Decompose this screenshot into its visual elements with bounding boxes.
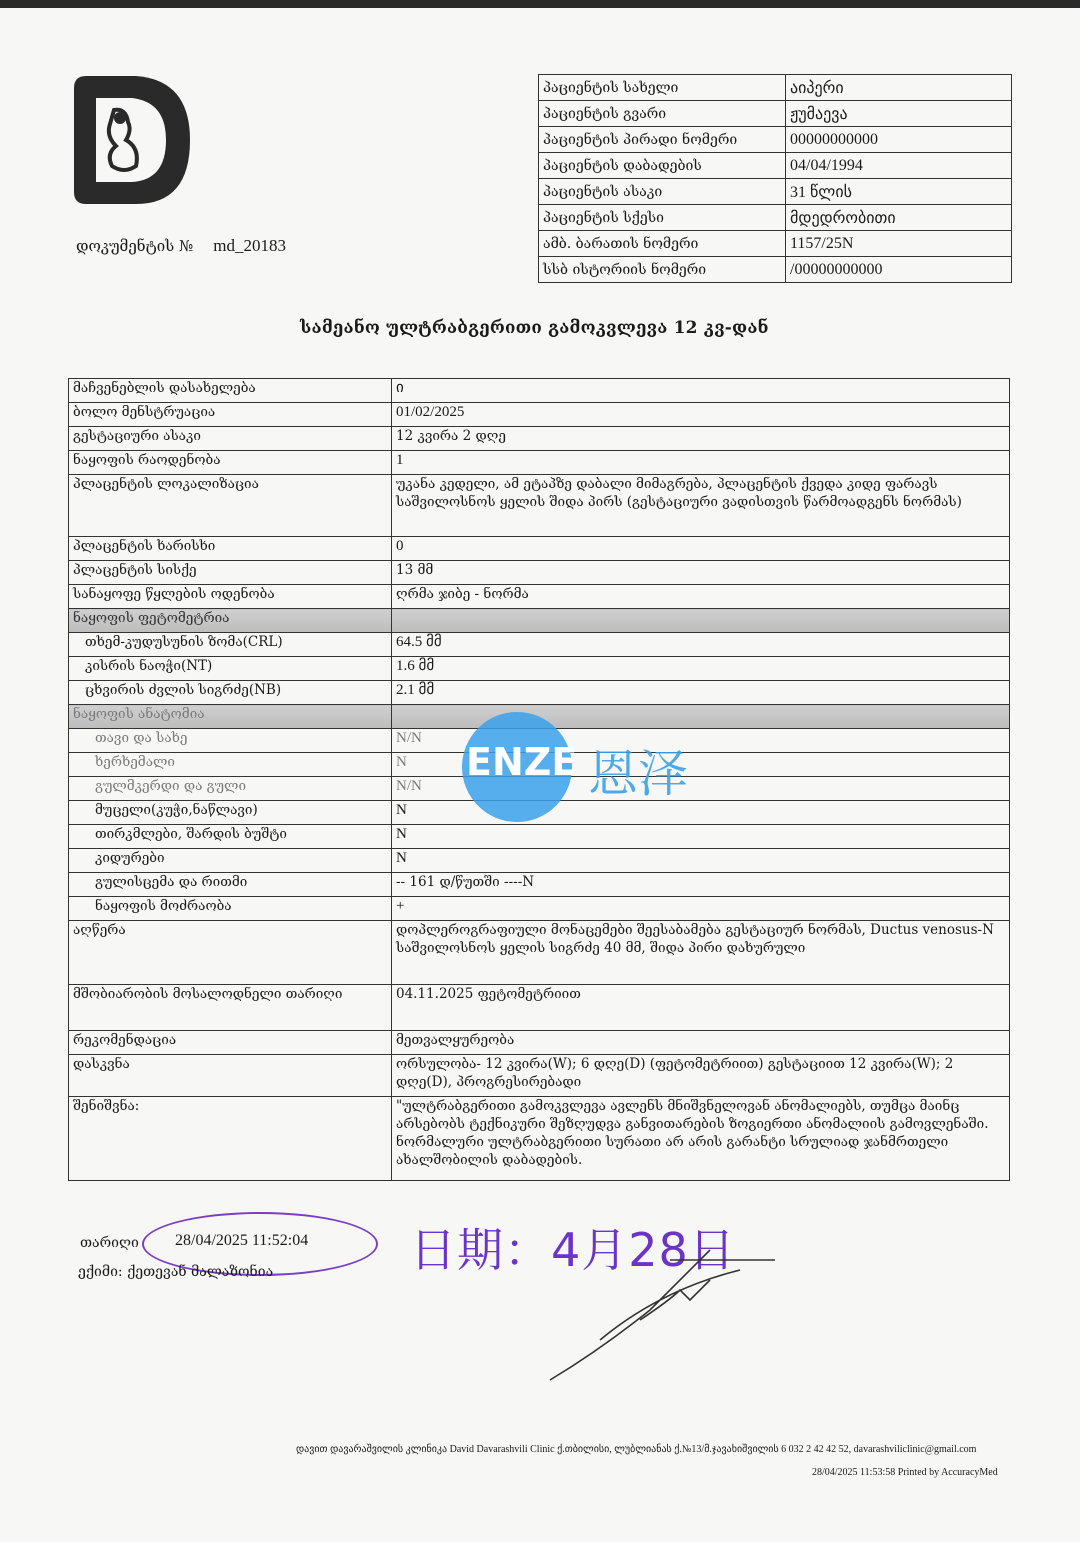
row-value: 0 (392, 537, 1010, 561)
row-label: მშობიარობის მოსალოდნელი თარიღი (69, 985, 392, 1031)
patient-field-label: ამბ. ბარათის ნომერი (539, 231, 786, 257)
row-value: "ულტრაბგერითი გამოკვლევა ავლენს მნიშვნელოვან ანომალიებს, თუმცა მაინც არსებობს ტექნიკური შეზღუდვა განვითარების ზოგიერთი ანომალიის გამოვლენაში. ნორმალური ულტრაბგერითი სურათი არ არის გარანტი სრულიად ჯანმრთელი ახალშობილის დაბადების. (392, 1097, 1010, 1181)
description-line: დოპლეროგრაფიული მონაცემები შეესაბამება გესტაციურ ნორმას, Ductus venosus-N (396, 922, 994, 938)
row-value: 04.11.2025 ფეტომეტრიით (392, 985, 1010, 1031)
table-row (69, 849, 1010, 873)
patient-field-label: პაციენტის ასაკი (539, 179, 786, 205)
table-row (69, 633, 1010, 657)
row-value: + (392, 897, 1010, 921)
row-label: შენიშვნა: (69, 1097, 392, 1181)
row-value: N (392, 801, 1010, 825)
document-number: დოკუმენტის № md_20183 (76, 236, 286, 255)
patient-field-value: 1157/25N (786, 231, 1012, 257)
row-value: N (392, 849, 1010, 873)
patient-row (539, 205, 1012, 231)
patient-row (539, 257, 1012, 283)
row-label: პლაცენტის ხარისხი (69, 537, 392, 561)
patient-field-value: 00000000000 (786, 127, 1012, 153)
patient-field-label: პაციენტის სქესი (539, 205, 786, 231)
row-label: კისრის ნაოჭი(NT) (69, 657, 392, 681)
table-row (69, 537, 1010, 561)
row-value: N/N (392, 777, 1010, 801)
top-edge (0, 0, 1080, 8)
patient-field-value: ჟუმაევა (786, 101, 1012, 127)
row-label: პლაცენტის სისქე (69, 561, 392, 585)
row-value: ი (392, 379, 1010, 403)
row-label: გულისცემა და რითმი (69, 873, 392, 897)
table-row (69, 561, 1010, 585)
patient-row (539, 127, 1012, 153)
row-label: თავი და სახე (69, 729, 392, 753)
page-title: სამეანო ულტრაბგერითი გამოკვლევა 12 კვ-დან (300, 318, 769, 338)
row-value: 1.6 მმ (392, 657, 1010, 681)
row-label: კიდურები (69, 849, 392, 873)
section-label: ნაყოფის ანატომია (69, 705, 392, 729)
description-line: საშვილოსნოს ყელის სიგრძე 40 მმ, შიდა პირი დახურული (396, 940, 806, 956)
patient-row (539, 101, 1012, 127)
patient-field-value: 31 წლის (786, 179, 1012, 205)
table-row (69, 897, 1010, 921)
patient-row (539, 153, 1012, 179)
row-label: ნაყოფის რაოდენობა (69, 451, 392, 475)
date-value: 28/04/2025 11:52:04 (175, 1232, 309, 1249)
row-label: ცხვირის ძვლის სიგრძე(NB) (69, 681, 392, 705)
table-row (69, 1031, 1010, 1055)
section-label: ნაყოფის ფეტომეტრია (69, 609, 392, 633)
patient-field-value: 04/04/1994 (786, 153, 1012, 179)
row-value: 64.5 მმ (392, 633, 1010, 657)
table-row (69, 825, 1010, 849)
row-value: N (392, 753, 1010, 777)
row-label: მაჩვენებლის დასახელება (69, 379, 392, 403)
table-row (69, 585, 1010, 609)
row-label: გულმკერდი და გული (69, 777, 392, 801)
row-label: თხემ-კუდუსუნის ზომა(CRL) (69, 633, 392, 657)
table-row (69, 921, 1010, 985)
row-value: ორსულობა- 12 კვირა(W); 6 დღე(D) (ფეტომეტრიით) გესტაციით 12 კვირა(W); 2 დღე(D), პროგრესირებადი (392, 1055, 1010, 1097)
row-label: გესტაციური ასაკი (69, 427, 392, 451)
row-value: მეთვალყურეობა (392, 1031, 1010, 1055)
row-value: ღრმა ჯიბე - ნორმა (392, 585, 1010, 609)
patient-field-value: მდედრობითი (786, 205, 1012, 231)
row-label: პლაცენტის ლოკალიზაცია (69, 475, 392, 537)
row-value: -- 161 დ/წუთში ----N (392, 873, 1010, 897)
table-row (69, 1097, 1010, 1181)
row-value: 12 კვირა 2 დღე (392, 427, 1010, 451)
row-label: ხერხემალი (69, 753, 392, 777)
row-value: 01/02/2025 (392, 403, 1010, 427)
row-value: 1 (392, 451, 1010, 475)
row-label: ნაყოფის მოძრაობა (69, 897, 392, 921)
row-value (392, 921, 1010, 985)
row-value: N/N (392, 729, 1010, 753)
watermark-text: ENZE (466, 740, 578, 784)
table-row (69, 427, 1010, 451)
table-row (69, 681, 1010, 705)
table-row (69, 985, 1010, 1031)
row-label: რეკომენდაცია (69, 1031, 392, 1055)
clinic-footer: დავით დავარაშვილის კლინიკა David Davarashvili Clinic ქ.თბილისი, ლუბლიანას ქ.№13/მ.ჯავახიშვილის 6 032 2 42 42 52, davarashviliclinic@gmail.com (296, 1444, 977, 1455)
row-value: N (392, 825, 1010, 849)
table-row (69, 1055, 1010, 1097)
patient-row (539, 231, 1012, 257)
table-row (69, 403, 1010, 427)
patient-field-label: სსბ ისტორიის ნომერი (539, 257, 786, 283)
table-row (69, 379, 1010, 403)
patient-field-label: პაციენტის სახელი (539, 75, 786, 101)
row-label: სანაყოფე წყლების ოდენობა (69, 585, 392, 609)
row-value: უკანა კედელი, ამ ეტაპზე დაბალი მიმაგრება, პლაცენტის ქვედა კიდე ფარავს საშვილოსნოს ყელის შიდა პირს (გესტაციური ვადისთვის წარმოადგენს ნორმას) (392, 475, 1010, 537)
date-annotation: 日期：4月28日 (410, 1223, 736, 1277)
row-value (392, 609, 1010, 633)
patient-field-value: /00000000000 (786, 257, 1012, 283)
row-label: თირკმლები, შარდის ბუშტი (69, 825, 392, 849)
patient-field-label: პაციენტის პირადი ნომერი (539, 127, 786, 153)
clinic-logo (66, 70, 194, 210)
patient-field-label: პაციენტის გვარი (539, 101, 786, 127)
row-label: დასკვნა (69, 1055, 392, 1097)
row-label: მუცელი(კუჭი,ნაწლავი) (69, 801, 392, 825)
patient-field-label: პაციენტის დაბადების (539, 153, 786, 179)
row-value: 13 მმ (392, 561, 1010, 585)
patient-field-value: აიპერი (786, 75, 1012, 101)
row-value: 2.1 მმ (392, 681, 1010, 705)
row-label: ბოლო მენსტრუაცია (69, 403, 392, 427)
patient-row (539, 179, 1012, 205)
row-label: აღწერა (69, 921, 392, 985)
section-row (69, 609, 1010, 633)
table-row (69, 657, 1010, 681)
table-row (69, 873, 1010, 897)
signature (540, 1230, 780, 1390)
doctor-line: ექიმი: ქეთევან მალაზონია (78, 1264, 274, 1280)
patient-info-table (538, 74, 1012, 283)
printed-footer: 28/04/2025 11:53:58 Printed by AccuracyMed (812, 1467, 998, 1478)
table-row (69, 451, 1010, 475)
table-row (69, 475, 1010, 537)
watermark-chinese: 恩泽 (588, 745, 688, 803)
patient-row (539, 75, 1012, 101)
date-label: თარიღი (80, 1235, 139, 1251)
